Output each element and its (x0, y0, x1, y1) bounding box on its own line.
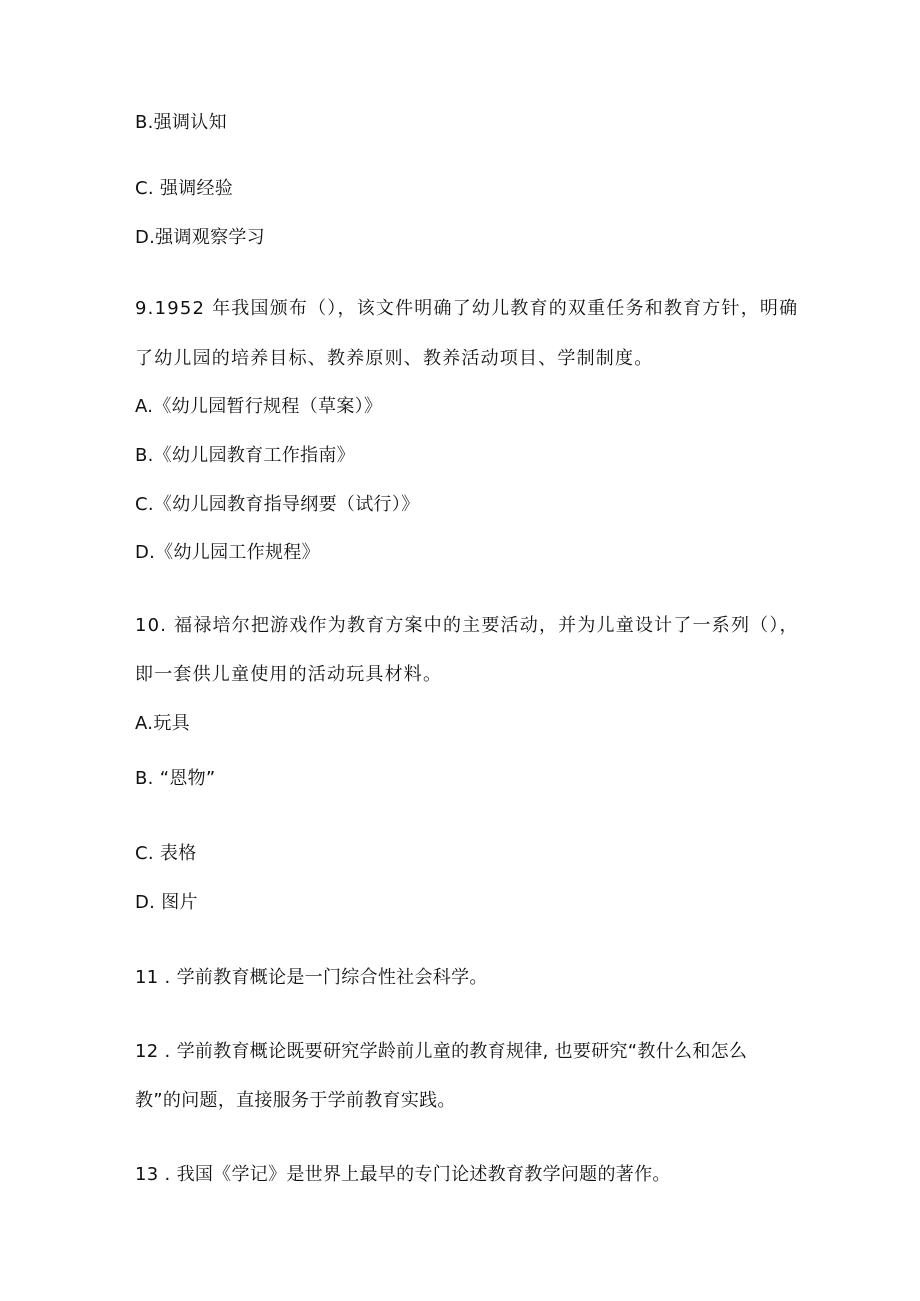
question-9-line-1: 9.1952 年我国颁布（），该文件明确了幼儿教育的双重任务和教育方针，明确 (135, 298, 799, 319)
option-b-q8: B.强调认知 (135, 112, 227, 133)
question-10-line-2: 即一套供儿童使用的活动玩具材料。 (135, 664, 443, 685)
option-c-q8: C. 强调经验 (135, 178, 234, 199)
option-a-q9: A.《幼儿园暂行规程（草案）》 (135, 396, 383, 417)
statement-11: 11 . 学前教育概论是一门综合性社会科学。 (135, 967, 488, 988)
option-c-q9: C.《幼儿园教育指导纲要（试行）》 (135, 494, 420, 515)
option-d-q10: D. 图片 (135, 892, 198, 913)
option-b-q10: B. “恩物” (135, 768, 216, 789)
option-c-q10: C. 表格 (135, 843, 197, 864)
option-a-q10: A.玩具 (135, 713, 190, 734)
question-10-line-1: 10. 福禄培尔把游戏作为教育方案中的主要活动，并为儿童设计了一系列（）， (135, 615, 799, 636)
option-d-q8: D.强调观察学习 (135, 227, 265, 248)
statement-13: 13 . 我国《学记》是世界上最早的专门论述教育教学问题的著作。 (135, 1164, 671, 1185)
statement-12-line-2: 教”的问题，直接服务于学前教育实践。 (135, 1090, 456, 1111)
option-d-q9: D.《幼儿园工作规程》 (135, 542, 320, 563)
statement-12-line-1: 12 . 学前教育概论既要研究学龄前儿童的教育规律, 也要研究“教什么和怎么 (135, 1041, 748, 1062)
option-b-q9: B.《幼儿园教育工作指南》 (135, 445, 355, 466)
question-9-line-2: 了幼儿园的培养目标、教养原则、教养活动项目、学制制度。 (135, 348, 654, 369)
